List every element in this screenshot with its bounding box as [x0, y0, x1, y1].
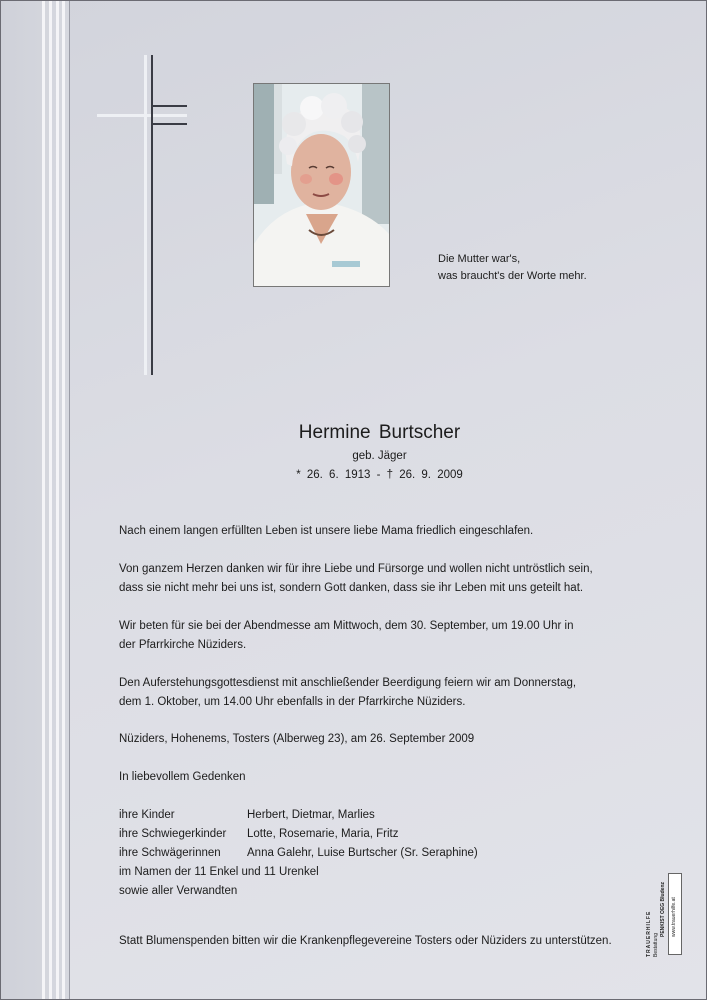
- born-name: geb. Jäger: [352, 450, 407, 462]
- text-line: dass sie nicht mehr bei uns ist, sondern Gott danken, dass sie ihr Leben mit uns geteilt hat.: [119, 582, 584, 594]
- text-line: Statt Blumenspenden bitten wir die Krankenpflegevereine Tosters oder Nüziders zu unterstützen.: [119, 935, 612, 947]
- family-relation: ihre Schwiegerkinder: [119, 828, 227, 840]
- text-line: Den Auferstehungsgottesdienst mit anschließender Beerdigung feiern wir am Donnerstag,: [119, 677, 577, 689]
- portrait-illustration: [254, 84, 389, 286]
- text-line: Wir beten für sie bei der Abendmesse am Mittwoch, dem 30. September, um 19.00 Uhr in: [119, 620, 574, 632]
- deceased-name: Hermine Burtscher: [298, 422, 461, 443]
- stripe: [62, 1, 65, 999]
- text-line: Von ganzem Herzen danken wir für ihre Liebe und Fürsorge und wollen nicht untröstlich sein,: [119, 563, 593, 575]
- family-row: [119, 882, 478, 901]
- logo-text: PENKIST OEG Bludenz: [660, 881, 666, 937]
- family-names: Lotte, Rosemarie, Maria, Fritz: [247, 828, 399, 840]
- family-row: [119, 825, 478, 844]
- family-list: [119, 806, 478, 901]
- paragraph-mass: [119, 617, 573, 655]
- place-date: [119, 730, 474, 749]
- family-relation: im Namen der 11 Enkel und 11 Urenkel: [119, 866, 319, 878]
- text-line: dem 1. Oktober, um 14.00 Uhr ebenfalls in der Pfarrkirche Nüziders.: [119, 696, 466, 708]
- logo-text: Bestattung: [653, 933, 659, 957]
- stripe: [42, 1, 45, 999]
- logo-brand: TRAUERHILFE: [646, 910, 652, 957]
- family-row: [119, 863, 478, 882]
- portrait-photo: [253, 83, 390, 287]
- closing-note: [119, 932, 612, 951]
- text-line: Nüziders, Hohenems, Tosters (Alberweg 23), am 26. September 2009: [119, 733, 475, 745]
- text-line: Nach einem langen erfüllten Leben ist unsere liebe Mama friedlich eingeschlafen.: [119, 525, 534, 537]
- stripe: [56, 1, 59, 999]
- logo-text: www.trauerhilfe.at: [671, 897, 677, 937]
- decorative-stripes: [1, 1, 70, 999]
- paragraph-funeral: [119, 674, 576, 712]
- family-relation: ihre Kinder: [119, 809, 175, 821]
- family-names: Anna Galehr, Luise Burtscher (Sr. Seraphine): [247, 847, 478, 859]
- remembrance-line: [119, 768, 246, 787]
- funeral-home-logo: [646, 873, 681, 958]
- family-names: Herbert, Dietmar, Marlies: [247, 809, 375, 821]
- quote-line: Die Mutter war's,: [438, 253, 521, 265]
- family-relation: sowie aller Verwandten: [119, 885, 238, 897]
- stripe: [49, 1, 52, 999]
- family-row: [119, 844, 478, 863]
- paragraph-thanks: [119, 560, 593, 598]
- quote: [438, 251, 587, 285]
- quote-line: was braucht's der Worte mehr.: [438, 270, 587, 282]
- text-line: der Pfarrkirche Nüziders.: [119, 639, 247, 651]
- paragraph-announcement: [119, 522, 533, 541]
- family-row: [119, 806, 478, 825]
- text-line: In liebevollem Gedenken: [119, 771, 246, 783]
- life-dates: * 26. 6. 1913 - † 26. 9. 2009: [296, 469, 463, 481]
- family-relation: ihre Schwägerinnen: [119, 847, 221, 859]
